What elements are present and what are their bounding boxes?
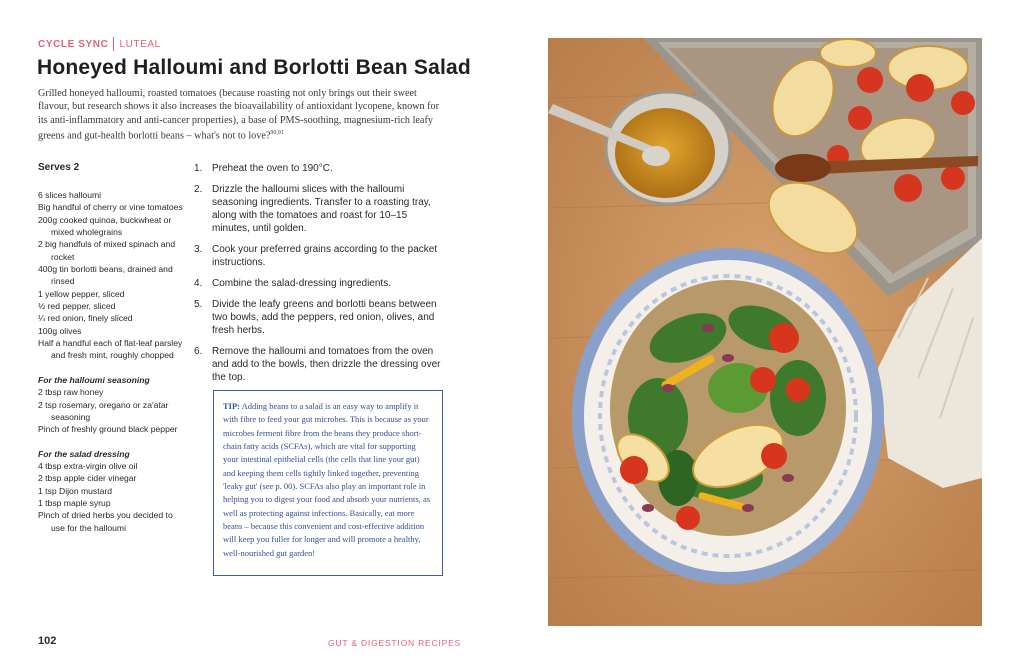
ingredient-item: Pinch of dried herbs you decided to use for the halloumi <box>38 510 173 533</box>
step-text: Divide the leafy greens and borlotti beans between two bowls, add the peppers, red onion, olives, and fresh herbs. <box>212 299 437 336</box>
step-number: 1. <box>194 163 203 174</box>
method-step <box>194 345 444 384</box>
step-text: Combine the salad-dressing ingredients. <box>212 278 391 289</box>
ingredient-item: Half a handful each of flat-leaf parsley and fresh mint, roughly chopped <box>38 338 183 361</box>
intro-text: Grilled honeyed halloumi, roasted tomatoes (because roasting not only brings out their sweet flavour, but research shows it also increases the bioavailability of antioxidant lycopene, known for its anti-inflammatory and anti-cancer properties), a base of PMS-soothing, magnesium-rich leafy greens and gut-health borlotti beans – what's not to love? <box>38 88 440 142</box>
tip-label: TIP: <box>223 401 240 411</box>
seasoning-heading: For the halloumi seasoning <box>38 374 150 385</box>
serves-label: Serves 2 <box>38 162 80 173</box>
ingredient-item: 400g tin borlotti beans, drained and rinsed <box>38 264 173 287</box>
step-text: Remove the halloumi and tomatoes from the oven and add to the bowls, then drizzle the dressing over the top. <box>212 346 441 383</box>
salad-photo <box>548 38 982 626</box>
ingredient-item: 6 slices halloumi <box>38 190 102 200</box>
kicker-label: CYCLE SYNC <box>38 38 109 50</box>
method-steps <box>194 162 444 392</box>
ingredient-item: 1 tbsp maple syrup <box>38 497 111 508</box>
page-number: 102 <box>38 635 57 647</box>
kicker-sub-label: LUTEAL <box>119 38 161 50</box>
recipe-intro <box>38 87 448 143</box>
ingredient-item: 100g olives <box>38 325 82 336</box>
dressing-heading: For the salad dressing <box>38 448 130 459</box>
step-number: 4. <box>194 278 203 289</box>
ingredient-item: 2 tbsp apple cider vinegar <box>38 473 137 484</box>
ingredients-list <box>38 189 188 534</box>
recipe-title: Honeyed Halloumi and Borlotti Bean Salad <box>37 56 471 79</box>
ingredient-item: 2 tsp rosemary, oregano or za'atar seasoning <box>38 399 169 422</box>
ingredient-item: 200g cooked quinoa, buckwheat or mixed wholegrains <box>38 214 172 238</box>
ingredient-item: ¼ red onion, finely sliced <box>38 313 133 324</box>
salad-plate <box>578 254 878 578</box>
step-number: 2. <box>194 184 203 195</box>
ingredient-item: ½ red pepper, sliced <box>38 301 116 312</box>
intro-reference: 90,91 <box>270 130 284 137</box>
running-footer: GUT & DIGESTION RECIPES <box>328 638 462 648</box>
step-number: 6. <box>194 346 203 357</box>
method-step <box>194 243 444 269</box>
ingredient-item: 2 big handfuls of mixed spinach and rocket <box>38 239 176 262</box>
ingredient-item: 1 tsp Dijon mustard <box>38 485 113 496</box>
ingredient-item: 4 tbsp extra-virgin olive oil <box>38 460 138 471</box>
step-text: Drizzle the halloumi slices with the halloumi seasoning ingredients. Transfer to a roasting tray, along with the tomatoes and roast for 10–15 minutes, until golden. <box>212 184 431 234</box>
step-number: 5. <box>194 299 203 310</box>
ingredient-item: 2 tbsp raw honey <box>38 387 104 398</box>
method-step <box>194 298 444 337</box>
step-number: 3. <box>194 244 203 255</box>
method-step <box>194 183 444 235</box>
ingredient-item: Pinch of freshly ground black pepper <box>38 424 178 435</box>
step-text: Preheat the oven to 190°C. <box>212 163 333 174</box>
section-kicker <box>38 37 161 51</box>
dressing-bowl <box>606 92 730 204</box>
tip-text: Adding beans to a salad is an easy way to amplify it with fibre to feed your gut microbes. This is because as your microbes ferment fibre from the beans they produce short-chain fatty acids (SCFAs), which are vital for supporting your intestinal epithelial cells (the cells that line your gut) and keeping them cells tightly linked together, preventing 'leaky gut' (see p. 00). SCFAs also play an important role in helping you to digest your food and absorb your nutrients, as well as protecting against infections. Basically, eat more beans – because this convenient and cost-effective addition will keep you fuller for longer and will promote a healthy, well-nourished gut garden! <box>223 401 431 558</box>
ingredient-item: Big handful of cherry or vine tomatoes <box>38 202 183 213</box>
method-step <box>194 277 444 290</box>
method-step <box>194 162 444 175</box>
ingredient-item: 1 yellow pepper, sliced <box>38 288 125 299</box>
step-text: Cook your preferred grains according to the packet instructions. <box>212 244 438 268</box>
kicker-divider <box>113 37 114 51</box>
tip-box <box>213 390 443 576</box>
